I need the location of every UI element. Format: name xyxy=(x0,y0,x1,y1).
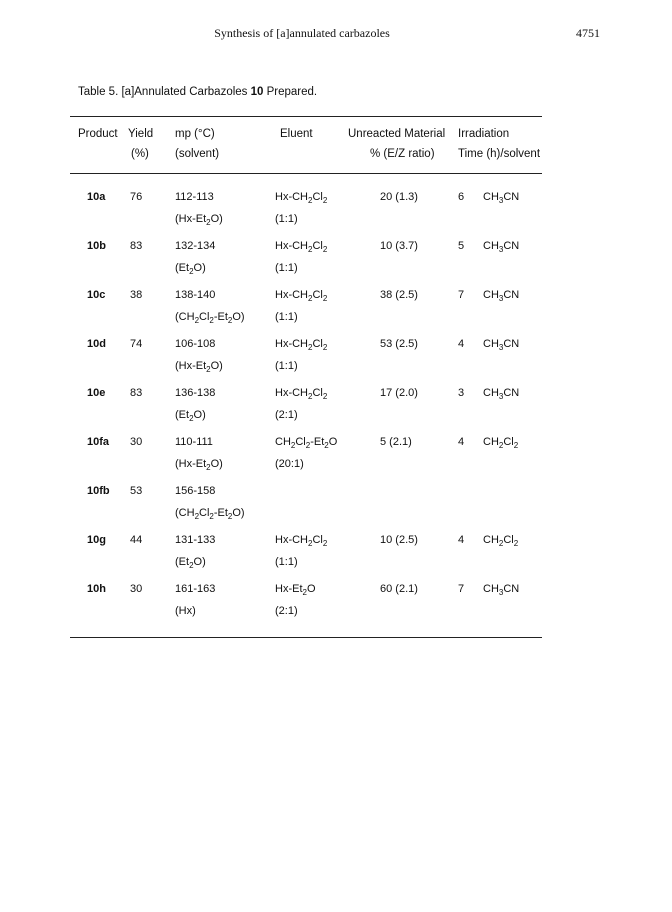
eluent-cell: $CH_2Cl_2-Et_2O$ xyxy=(275,436,338,451)
irradiation-solvent-cell: $CH_3CN$ xyxy=(483,338,520,353)
irradiation-time-cell: 3 xyxy=(458,387,465,399)
header-mp-solvent: (solvent) xyxy=(175,148,220,160)
yield-cell: 44 xyxy=(130,534,143,546)
mp-cell: 156-158 xyxy=(175,485,216,497)
yield-cell: 74 xyxy=(130,338,143,350)
irradiation-time-cell: 7 xyxy=(458,583,465,595)
mp-solvent-cell: $(CH_2Cl_2-Et_2O)$ xyxy=(175,311,245,326)
top-rule xyxy=(70,116,542,117)
bottom-rule xyxy=(70,637,542,638)
irradiation-time-cell: 4 xyxy=(458,436,465,448)
mp-solvent-cell: $(Et_2O)$ xyxy=(175,556,206,571)
eluent-cell: $Hx-CH_2Cl_2$ xyxy=(275,534,328,549)
irradiation-solvent-cell: $CH_2Cl_2$ xyxy=(483,436,519,451)
running-head xyxy=(0,26,672,44)
mp-solvent-cell: $(Hx-Et_2O)$ xyxy=(175,213,223,228)
mp-cell: 161-163 xyxy=(175,583,216,595)
eluent-ratio-cell: (1:1) xyxy=(275,311,298,323)
eluent-ratio-cell: (1:1) xyxy=(275,556,298,568)
mp-cell: 136-138 xyxy=(175,387,216,399)
irradiation-solvent-cell: $CH_3CN$ xyxy=(483,191,520,206)
page-number: 4751 xyxy=(576,26,600,40)
eluent-ratio-cell: (1:1) xyxy=(275,213,298,225)
eluent-ratio-cell: (1:1) xyxy=(275,262,298,274)
header-yield-unit: (%) xyxy=(131,148,149,160)
mp-cell: 106-108 xyxy=(175,338,216,350)
eluent-cell: $Hx-CH_2Cl_2$ xyxy=(275,387,328,402)
eluent-cell: $Hx-CH_2Cl_2$ xyxy=(275,289,328,304)
product-cell: 10fa xyxy=(87,436,110,448)
caption-compound-number: 10 xyxy=(250,86,264,98)
eluent-ratio-cell: (2:1) xyxy=(275,605,298,617)
yield-cell: 30 xyxy=(130,583,143,595)
yield-cell: 83 xyxy=(130,240,143,252)
header-mp: mp (°C) xyxy=(175,128,215,140)
caption-prefix: Table 5. [a]Annulated Carbazoles xyxy=(78,86,251,98)
irradiation-time-cell: 6 xyxy=(458,191,465,203)
eluent-cell: $Hx-CH_2Cl_2$ xyxy=(275,338,328,353)
eluent-cell: $Hx-CH_2Cl_2$ xyxy=(275,240,328,255)
product-cell: 10fb xyxy=(87,485,110,497)
mp-solvent-cell: (Hx) xyxy=(175,605,196,617)
irradiation-time-cell: 7 xyxy=(458,289,465,301)
header-irradiation: Irradiation xyxy=(458,128,510,140)
eluent-ratio-cell: (1:1) xyxy=(275,360,298,372)
mp-solvent-cell: $(CH_2Cl_2-Et_2O)$ xyxy=(175,507,245,522)
irradiation-time-cell: 4 xyxy=(458,338,465,350)
unreacted-cell: 10 (3.7) xyxy=(380,240,418,252)
yield-cell: 53 xyxy=(130,485,143,497)
unreacted-cell: 38 (2.5) xyxy=(380,289,418,301)
yield-cell: 30 xyxy=(130,436,143,448)
mp-cell: 132-134 xyxy=(175,240,216,252)
product-cell: 10e xyxy=(87,387,106,399)
eluent-ratio-cell: (2:1) xyxy=(275,409,298,421)
product-cell: 10c xyxy=(87,289,106,301)
caption-suffix: Prepared. xyxy=(263,86,318,98)
mp-cell: 112-113 xyxy=(175,191,214,203)
unreacted-cell: 5 (2.1) xyxy=(380,436,412,448)
unreacted-cell: 60 (2.1) xyxy=(380,583,418,595)
irradiation-solvent-cell: $CH_3CN$ xyxy=(483,583,520,598)
product-cell: 10g xyxy=(87,534,106,546)
eluent-cell: $Hx-CH_2Cl_2$ xyxy=(275,191,328,206)
irradiation-solvent-cell: $CH_3CN$ xyxy=(483,240,520,255)
yield-cell: 38 xyxy=(130,289,143,301)
irradiation-solvent-cell: $CH_2Cl_2$ xyxy=(483,534,519,549)
product-cell: 10h xyxy=(87,583,106,595)
unreacted-cell: 53 (2.5) xyxy=(380,338,418,350)
yield-cell: 83 xyxy=(130,387,143,399)
irradiation-solvent-cell: $CH_3CN$ xyxy=(483,289,520,304)
running-head-title: Synthesis of [a]annulated carbazoles xyxy=(214,26,390,40)
product-cell: 10a xyxy=(87,191,106,203)
irradiation-time-cell: 5 xyxy=(458,240,465,252)
header-irradiation-time: Time (h)/solvent xyxy=(458,148,541,160)
eluent-ratio-cell: (20:1) xyxy=(275,458,304,470)
product-cell: 10b xyxy=(87,240,106,252)
mp-cell: 138-140 xyxy=(175,289,216,301)
header-rule xyxy=(70,173,542,174)
header-yield: Yield xyxy=(128,128,154,140)
mp-solvent-cell: $(Hx-Et_2O)$ xyxy=(175,360,223,375)
irradiation-solvent-cell: $CH_3CN$ xyxy=(483,387,520,402)
header-unreacted: Unreacted Material xyxy=(348,128,446,140)
unreacted-cell: 20 (1.3) xyxy=(380,191,418,203)
unreacted-cell: 17 (2.0) xyxy=(380,387,418,399)
mp-solvent-cell: $(Hx-Et_2O)$ xyxy=(175,458,223,473)
irradiation-time-cell: 4 xyxy=(458,534,465,546)
yield-cell: 76 xyxy=(130,191,143,203)
mp-solvent-cell: $(Et_2O)$ xyxy=(175,262,206,277)
header-eluent: Eluent xyxy=(280,128,313,140)
unreacted-cell: 10 (2.5) xyxy=(380,534,418,546)
eluent-cell: $Hx-Et_2O$ xyxy=(275,583,316,598)
header-unreacted-ratio: % (E/Z ratio) xyxy=(370,148,435,160)
mp-cell: 110-111 xyxy=(175,436,213,448)
mp-solvent-cell: $(Et_2O)$ xyxy=(175,409,206,424)
table-caption xyxy=(78,86,317,98)
mp-cell: 131-133 xyxy=(175,534,216,546)
product-cell: 10d xyxy=(87,338,106,350)
header-product: Product xyxy=(78,128,118,140)
